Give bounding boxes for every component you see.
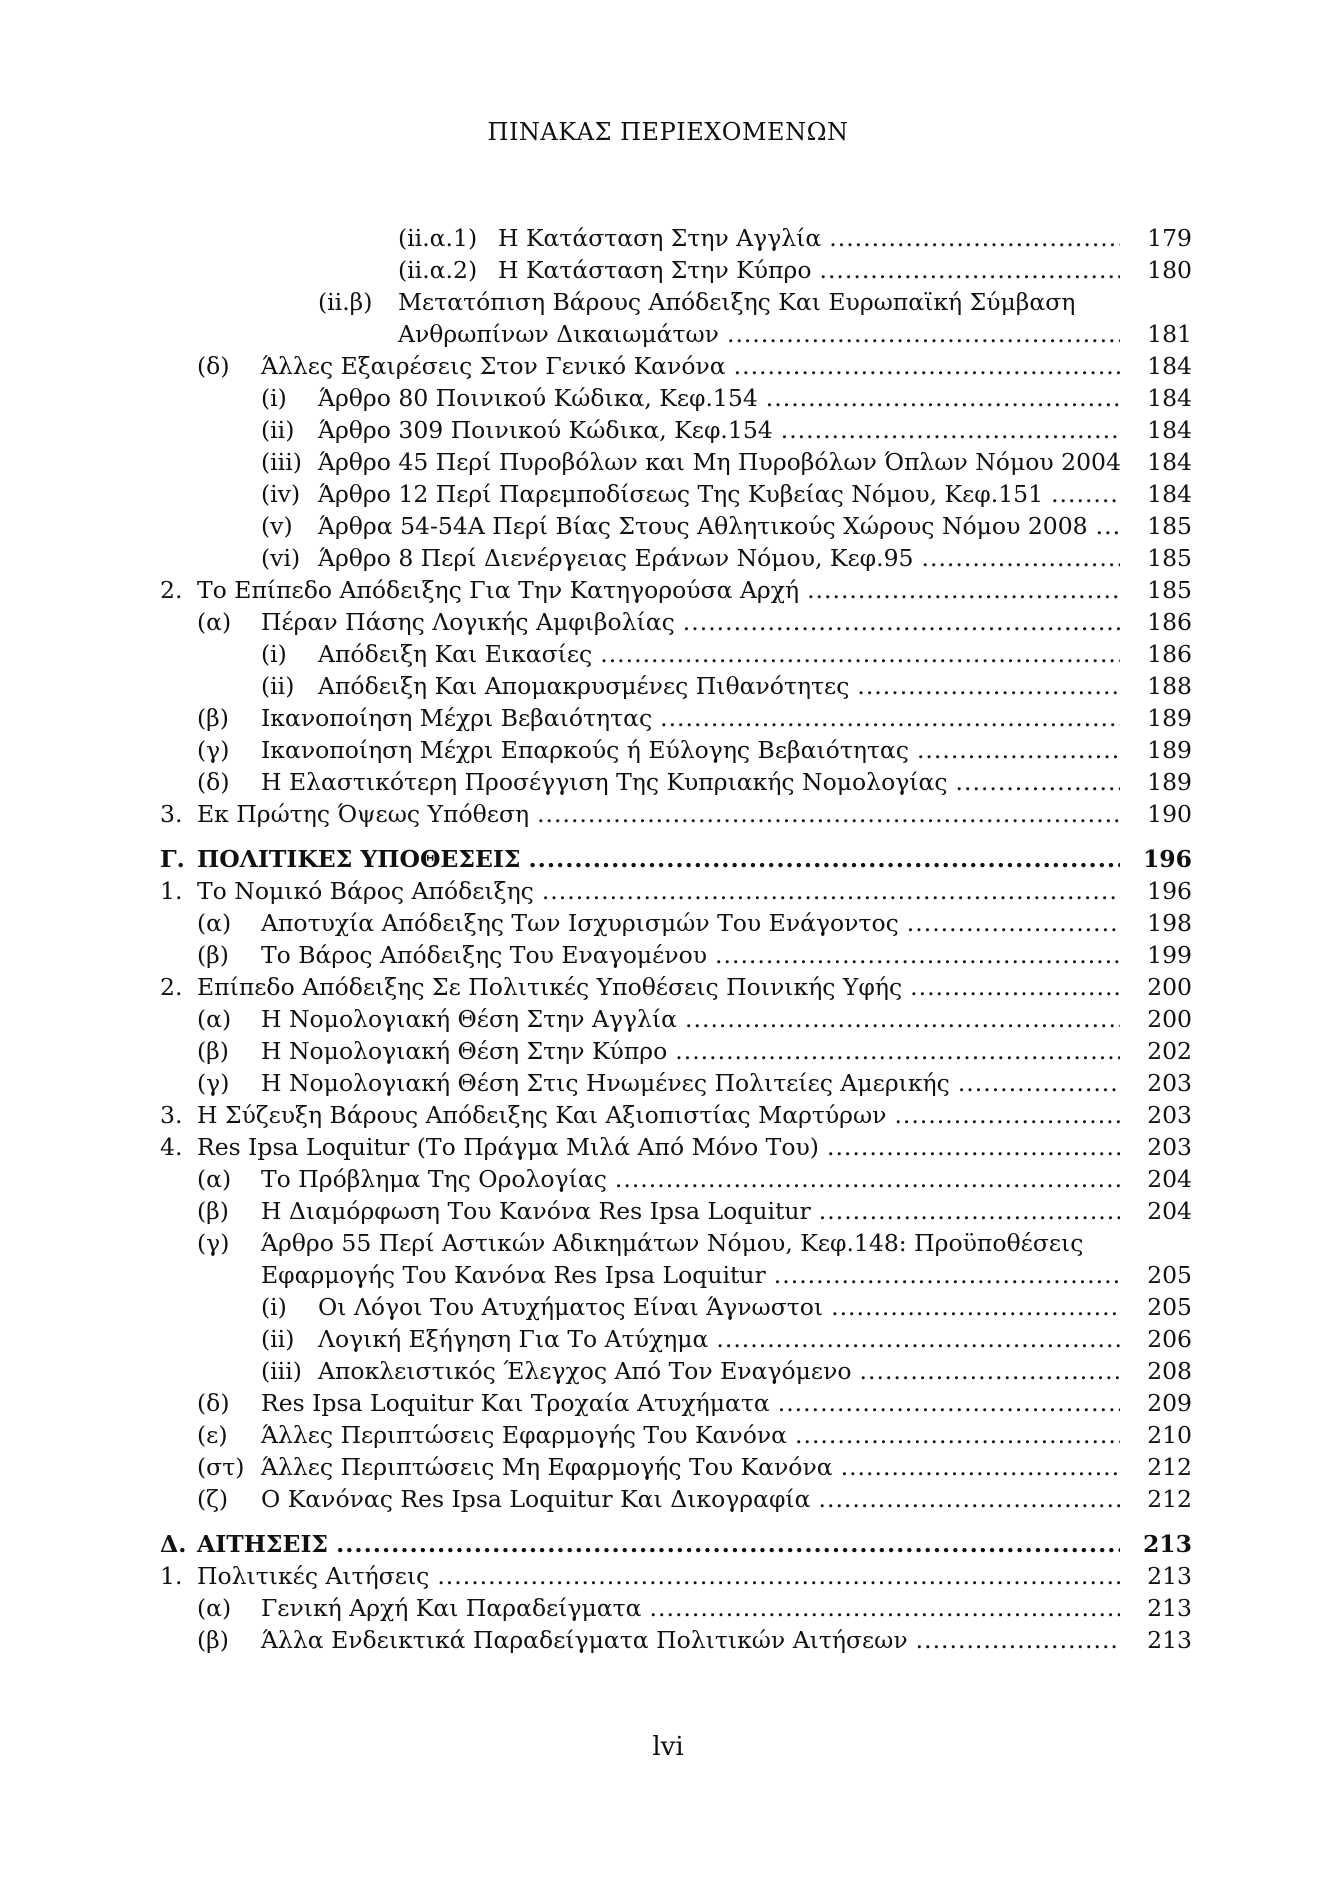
toc-entry-page: 189 [1147, 768, 1192, 796]
toc-entry [0, 939, 1336, 971]
toc-entry-number: (α) [197, 1594, 232, 1622]
toc-entry-title: Ανθρωπίνων Δικαιωμάτων [398, 320, 719, 348]
toc-leader-dots [437, 1560, 1120, 1592]
toc-entry-title: Άλλα Ενδεικτικά Παραδείγματα Πολιτικών Αιτήσεων [261, 1626, 908, 1654]
toc-entry [0, 971, 1336, 1003]
toc-leader-dots [528, 843, 1120, 875]
toc-entry-page: 205 [1147, 1293, 1192, 1321]
toc-entry-title: Ικανοποίηση Μέχρι Επαρκούς ή Εύλογης Βεβαιότητας [261, 736, 909, 764]
toc-entry-page: 186 [1147, 640, 1192, 668]
toc-entry-page: 213 [1142, 1530, 1192, 1558]
toc-entry [0, 1483, 1336, 1515]
toc-entry-page: 203 [1147, 1069, 1192, 1097]
toc-entry [0, 1259, 1336, 1291]
toc-entry-page: 213 [1147, 1594, 1192, 1622]
toc-entry-number: (vi) [261, 544, 301, 572]
toc-entry-page: 198 [1147, 909, 1192, 937]
toc-entry-page: 209 [1147, 1389, 1192, 1417]
toc-entry-page: 185 [1147, 544, 1192, 572]
toc-entry [0, 1419, 1336, 1451]
toc-entry-title: Μετατόπιση Βάρους Απόδειξης Και Ευρωπαϊκή Σύμβαση [398, 288, 1076, 316]
toc-entry-number: (v) [261, 512, 293, 540]
toc-entry-number: (ii) [261, 1325, 295, 1353]
toc-entry [0, 798, 1336, 830]
toc-leader-dots [857, 670, 1120, 702]
toc-entry-page: 196 [1142, 845, 1192, 873]
toc-entry [0, 350, 1336, 382]
toc-entry-number: (β) [197, 1037, 229, 1065]
toc-entry-title: Η Κατάσταση Στην Κύπρο [498, 256, 812, 284]
toc-entry-page: 212 [1147, 1485, 1192, 1513]
toc-leader-dots [766, 382, 1120, 414]
toc-entry-page: 190 [1147, 800, 1192, 828]
toc-entry-title: Άρθρο 8 Περί Διενέργειας Εράνων Νόμου, Κεφ.95 [318, 544, 914, 572]
toc-entry-title: Άρθρα 54-54Α Περί Βίας Στους Αθλητικούς Χώρους Νόμου 2008 [318, 512, 1088, 540]
toc-entry-page: 204 [1147, 1197, 1192, 1225]
toc-entry-page: 184 [1147, 384, 1192, 412]
toc-entry-number: 3. [160, 1101, 183, 1129]
toc-entry-title: Άρθρο 55 Περί Αστικών Αδικημάτων Νόμου, Κεφ.148: Προϋποθέσεις [261, 1229, 1084, 1257]
toc-entry-title: Άρθρο 80 Ποινικού Κώδικα, Κεφ.154 [318, 384, 758, 412]
toc-entry-title: Αποτυχία Απόδειξης Των Ισχυρισμών Του Ενάγοντος [261, 909, 899, 937]
toc-leader-dots [819, 254, 1120, 286]
toc-entry [0, 1099, 1336, 1131]
toc-entry-page: 203 [1147, 1133, 1192, 1161]
toc-entry [0, 907, 1336, 939]
toc-leader-dots [829, 222, 1120, 254]
toc-entry-number: (i) [261, 1293, 287, 1321]
toc-entry-number: (α) [197, 909, 232, 937]
toc-leader-dots [683, 606, 1120, 638]
toc-leader-dots [615, 1163, 1120, 1195]
toc-entry-title: Η Νομολογιακή Θέση Στην Αγγλία [261, 1005, 678, 1033]
toc-entry-title: Το Πρόβλημα Της Ορολογίας [261, 1165, 607, 1193]
toc-entry-number: 3. [160, 800, 183, 828]
toc-entry [0, 318, 1336, 350]
toc-entry-title: Γενική Αρχή Και Παραδείγματα [261, 1594, 642, 1622]
toc-entry-title: Η Κατάσταση Στην Αγγλία [498, 224, 822, 252]
toc-entry-title: Άρθρο 309 Ποινικού Κώδικα, Κεφ.154 [318, 416, 773, 444]
toc-leader-dots [795, 1419, 1120, 1451]
toc-entry [0, 254, 1336, 286]
toc-entry-title: ΑΙΤΗΣΕΙΣ [197, 1530, 329, 1558]
toc-entry-title: Εφαρμογής Του Κανόνα Res Ipsa Loquitur [261, 1261, 766, 1289]
toc-entry-page: 181 [1147, 320, 1192, 348]
toc-leader-dots [727, 318, 1120, 350]
toc-entry-title: Άλλες Περιπτώσεις Μη Εφαρμογής Του Κανόνα [261, 1453, 833, 1481]
toc-leader-dots [778, 1387, 1120, 1419]
toc-entry-number: 2. [160, 576, 183, 604]
toc-leader-dots [781, 414, 1120, 446]
toc-entry-page: 200 [1147, 973, 1192, 1001]
toc-entry-number: (α) [197, 1165, 232, 1193]
toc-entry [0, 446, 1336, 478]
toc-entry [0, 1560, 1336, 1592]
toc-entry-title: Λογική Εξήγηση Για Το Ατύχημα [318, 1325, 709, 1353]
toc-entry-page: 186 [1147, 608, 1192, 636]
toc-entry [0, 286, 1336, 318]
toc-leader-dots [819, 1195, 1120, 1227]
toc-entry [0, 574, 1336, 606]
toc-entry [0, 510, 1336, 542]
toc-entry-title: Ο Κανόνας Res Ipsa Loquitur Και Δικογραφία [261, 1485, 811, 1513]
toc-entry-page: 184 [1147, 352, 1192, 380]
toc-leader-dots [1051, 478, 1120, 510]
toc-entry-number: Δ. [160, 1530, 187, 1558]
toc-entry-title: Το Βάρος Απόδειξης Του Εναγομένου [261, 941, 708, 969]
toc-entry [0, 875, 1336, 907]
toc-entry-title: Πολιτικές Αιτήσεις [197, 1562, 430, 1590]
toc-entry-number: (i) [261, 640, 287, 668]
toc-entry-title: Εκ Πρώτης Όψεως Υπόθεση [197, 800, 530, 828]
toc-entry-title: Άλλες Περιπτώσεις Εφαρμογής Του Κανόνα [261, 1421, 787, 1449]
toc-entry [0, 1067, 1336, 1099]
toc-leader-dots [907, 907, 1120, 939]
toc-entry [0, 1323, 1336, 1355]
toc-entry-title: Άρθρο 12 Περί Παρεμποδίσεως Της Κυβείας Νόμου, Κεφ.151 [318, 480, 1044, 508]
toc-entry [0, 843, 1336, 875]
toc-entry-page: 213 [1147, 1562, 1192, 1590]
toc-entry-page: 185 [1147, 512, 1192, 540]
toc-entry [0, 414, 1336, 446]
toc-entry-page: 212 [1147, 1453, 1192, 1481]
toc-entry-title: Πέραν Πάσης Λογικής Αμφιβολίας [261, 608, 675, 636]
toc-entry-title: Απόδειξη Και Εικασίες [318, 640, 593, 668]
toc-leader-dots [660, 702, 1120, 734]
toc-entry-title: Άλλες Εξαιρέσεις Στον Γενικό Κανόνα [261, 352, 726, 380]
toc-entry-number: (α) [197, 608, 232, 636]
toc-entry-page: 180 [1147, 256, 1192, 284]
toc-entry-page: 184 [1147, 448, 1192, 476]
toc-entry [0, 638, 1336, 670]
toc-entry-number: (στ) [197, 1453, 245, 1481]
toc-entry-page: 184 [1147, 480, 1192, 508]
toc-entry [0, 1291, 1336, 1323]
toc-entry-title: Αποκλειστικός Έλεγχος Από Τον Εναγόμενο [318, 1357, 852, 1385]
toc-entry-title: Το Νομικό Βάρος Απόδειξης [197, 877, 534, 905]
toc-entry-title: Η Διαμόρφωση Του Κανόνα Res Ipsa Loquitur [261, 1197, 811, 1225]
toc-entry-title: Οι Λόγοι Του Ατυχήματος Είναι Άγνωστοι [318, 1293, 824, 1321]
toc-entry-number: (i) [261, 384, 287, 412]
toc-entry-title: Άρθρο 45 Περί Πυροβόλων και Μη Πυροβόλων Όπλων Νόμου 2004 [318, 448, 1121, 476]
toc-leader-dots [685, 1003, 1120, 1035]
toc-entry-number: (β) [197, 941, 229, 969]
toc-entry [0, 1003, 1336, 1035]
toc-entry-number: (β) [197, 704, 229, 732]
toc-entry-number: (ε) [197, 1421, 228, 1449]
toc-entry [0, 1624, 1336, 1656]
toc-entry-title: ΠΟΛΙΤΙΚΕΣ ΥΠΟΘΕΣΕΙΣ [197, 845, 521, 873]
toc-entry-title: Η Σύζευξη Βάρους Απόδειξης Και Αξιοπιστίας Μαρτύρων [197, 1101, 887, 1129]
toc-entry-number: (ii.α.2) [398, 256, 478, 284]
toc-entry-number: (ii.α.1) [398, 224, 478, 252]
toc-entry-page: 210 [1147, 1421, 1192, 1449]
toc-entry-number: 1. [160, 1562, 183, 1590]
toc-entry-page: 200 [1147, 1005, 1192, 1033]
toc-entry-number: (ζ) [197, 1485, 229, 1513]
toc-entry-number: (δ) [197, 352, 230, 380]
toc-entry-number: (ii) [261, 672, 295, 700]
toc-entry [0, 670, 1336, 702]
toc-entry-page: 213 [1147, 1626, 1192, 1654]
toc-entry-title: Απόδειξη Και Απομακρυσμένες Πιθανότητες [318, 672, 850, 700]
toc-entry-title: Res Ipsa Loquitur (Το Πράγμα Μιλά Από Μόνο Του) [197, 1133, 819, 1161]
toc-entry-number: (ii.β) [318, 288, 373, 316]
toc-entry-title: Επίπεδο Απόδειξης Σε Πολιτικές Υποθέσεις Ποινικής Υφής [197, 973, 903, 1001]
toc-entry [0, 1451, 1336, 1483]
toc-entry-title: Ικανοποίηση Μέχρι Βεβαιότητας [261, 704, 653, 732]
toc-leader-dots [716, 1323, 1120, 1355]
toc-entry-page: 196 [1147, 877, 1192, 905]
toc-entry-number: (iii) [261, 448, 302, 476]
toc-entry-page: 184 [1147, 416, 1192, 444]
toc-entry-number: 4. [160, 1133, 183, 1161]
toc-leader-dots [336, 1528, 1120, 1560]
toc-entry [0, 1528, 1336, 1560]
toc-leader-dots [958, 1067, 1120, 1099]
toc-entry-page: 206 [1147, 1325, 1192, 1353]
toc-entry-number: (iv) [261, 480, 301, 508]
toc-entry-number: Γ. [160, 845, 185, 873]
toc-entry-title: Η Νομολογιακή Θέση Στην Κύπρο [261, 1037, 668, 1065]
toc-entry-page: 179 [1147, 224, 1192, 252]
toc-leader-dots [650, 1592, 1120, 1624]
toc-leader-dots [819, 1483, 1120, 1515]
toc-entry [0, 1035, 1336, 1067]
toc-entry-page: 199 [1147, 941, 1192, 969]
toc-leader-dots [894, 1099, 1120, 1131]
toc-entry [0, 1195, 1336, 1227]
toc-entry-page: 204 [1147, 1165, 1192, 1193]
toc-leader-dots [916, 1624, 1120, 1656]
toc-entry [0, 382, 1336, 414]
page-number: lvi [652, 1732, 684, 1762]
toc-entry-page: 208 [1147, 1357, 1192, 1385]
toc-entry-number: 2. [160, 973, 183, 1001]
toc-entry-title: Το Επίπεδο Απόδειξης Για Την Κατηγορούσα Αρχή [197, 576, 800, 604]
toc-entry [0, 702, 1336, 734]
toc-entry-title: Η Νομολογιακή Θέση Στις Ηνωμένες Πολιτείες Αμερικής [261, 1069, 950, 1097]
toc-entry [0, 1387, 1336, 1419]
toc-leader-dots [831, 1291, 1120, 1323]
toc-entry-number: (δ) [197, 768, 230, 796]
toc-entry-number: (α) [197, 1005, 232, 1033]
toc-entry-number: (ii) [261, 416, 295, 444]
toc-entry-title: Η Ελαστικότερη Προσέγγιση Της Κυπριακής Νομολογίας [261, 768, 948, 796]
toc-leader-dots [715, 939, 1120, 971]
toc-entry [0, 1131, 1336, 1163]
toc-leader-dots [537, 798, 1120, 830]
toc-leader-dots [600, 638, 1120, 670]
toc-entry [0, 1163, 1336, 1195]
toc-leader-dots [841, 1451, 1120, 1483]
toc-entry-number: (β) [197, 1626, 229, 1654]
toc-leader-dots [807, 574, 1120, 606]
toc-entry [0, 766, 1336, 798]
toc-leader-dots [675, 1035, 1120, 1067]
toc-entry-number: (γ) [197, 1069, 230, 1097]
toc-leader-dots [542, 875, 1120, 907]
toc-entry [0, 222, 1336, 254]
toc-entry-page: 202 [1147, 1037, 1192, 1065]
toc-entry-number: (δ) [197, 1389, 230, 1417]
toc-leader-dots [734, 350, 1120, 382]
toc-entry [0, 1227, 1336, 1259]
toc-leader-dots [922, 542, 1121, 574]
toc-entry [0, 1355, 1336, 1387]
toc-leader-dots [956, 766, 1120, 798]
toc-entry [0, 478, 1336, 510]
toc-entry [0, 542, 1336, 574]
toc-leader-dots [1096, 510, 1120, 542]
toc-entry-number: (γ) [197, 736, 230, 764]
toc-entry-number: (γ) [197, 1229, 230, 1257]
toc-entry-number: 1. [160, 877, 183, 905]
toc-entry-number: (iii) [261, 1357, 302, 1385]
toc-entry-page: 189 [1147, 736, 1192, 764]
toc-entry [0, 606, 1336, 638]
toc-entry-page: 205 [1147, 1261, 1192, 1289]
toc-entry-page: 189 [1147, 704, 1192, 732]
toc-entry-page: 188 [1147, 672, 1192, 700]
toc-entry-page: 185 [1147, 576, 1192, 604]
toc-entry [0, 734, 1336, 766]
toc-entry [0, 1592, 1336, 1624]
toc-leader-dots [917, 734, 1120, 766]
toc-entry-title: Res Ipsa Loquitur Και Τροχαία Ατυχήματα [261, 1389, 770, 1417]
toc-leader-dots [860, 1355, 1120, 1387]
toc-leader-dots [827, 1131, 1120, 1163]
page-header: ΠΙΝΑΚΑΣ ΠΕΡΙΕΧΟΜΕΝΩΝ [487, 118, 849, 146]
toc-leader-dots [910, 971, 1120, 1003]
toc-leader-dots [774, 1259, 1120, 1291]
toc-entry-number: (β) [197, 1197, 229, 1225]
toc-entry-page: 203 [1147, 1101, 1192, 1129]
